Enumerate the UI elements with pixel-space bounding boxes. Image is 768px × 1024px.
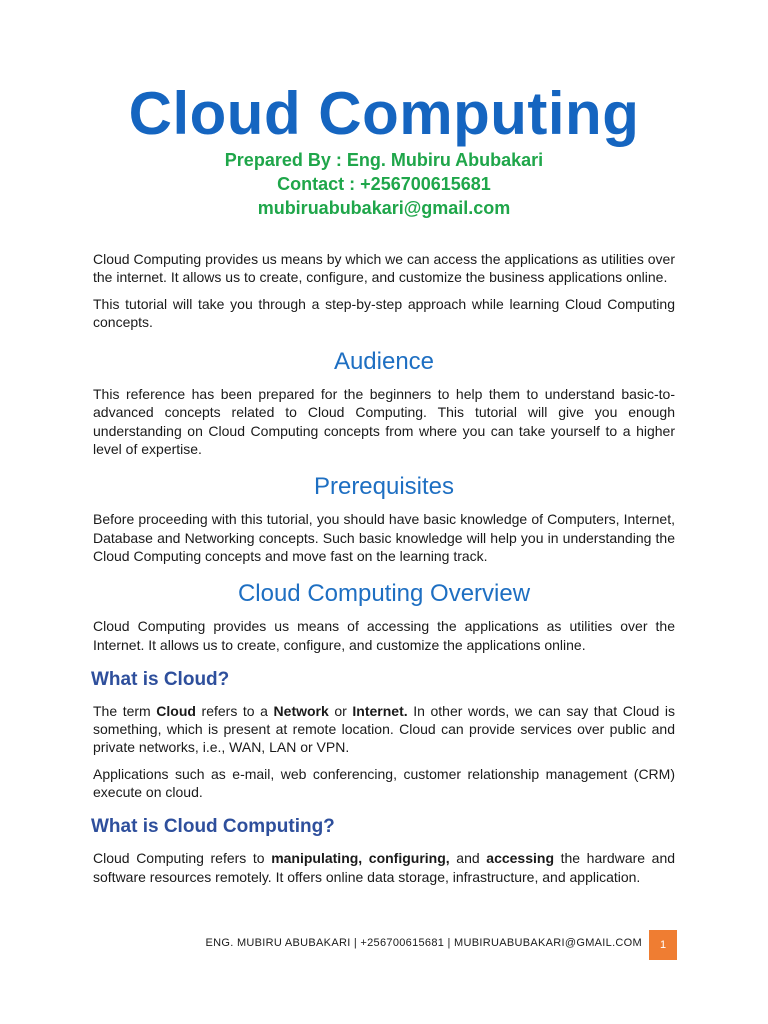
intro-paragraph-2: This tutorial will take you through a step-by-step approach while learning Cloud Computing concepts. xyxy=(93,295,675,330)
overview-heading: Cloud Computing Overview xyxy=(237,580,531,608)
page-number-badge: 1 xyxy=(649,930,677,960)
document-body xyxy=(93,250,675,886)
page-footer xyxy=(0,930,768,960)
audience-heading: Audience xyxy=(333,348,435,376)
what-is-cloud-paragraph-2: Applications such as e-mail, web conferencing, customer relationship management (CRM) execute on cloud. xyxy=(93,765,675,801)
what-is-cloud-heading: What is Cloud? xyxy=(91,668,230,690)
prerequisites-paragraph: Before proceeding with this tutorial, you should have basic knowledge of Computers, Internet, Database and Networking concepts. Such basic knowledge will help you in understanding the Cloud Computing concepts and move fast on the learning track. xyxy=(93,511,675,564)
contact-line: Contact : +256700615681 xyxy=(277,174,491,194)
what-is-cloud-computing-heading: What is Cloud Computing? xyxy=(91,816,335,838)
email-line: mubiruabubakari@gmail.com xyxy=(257,198,511,218)
footer-text: ENG. MUBIRU ABUBAKARI | +256700615681 | MUBIRUABUBAKARI@GMAIL.COM xyxy=(205,937,642,949)
what-is-cloud-paragraph-1: The term Cloud refers to a Network or Internet. In other words, we can say that Cloud is something, which is present at remote location. Cloud can provide services over public and private networks, i.e., WAN, LAN or VPN. xyxy=(93,702,676,756)
document-title: Cloud Computing xyxy=(128,80,640,147)
overview-paragraph: Cloud Computing provides us means of accessing the applications as utilities over the Internet. It allows us to create, configure, and customize the applications online. xyxy=(93,618,675,653)
audience-paragraph: This reference has been prepared for the beginners to help them to understand basic-to-advanced concepts related to Cloud Computing. This tutorial will give you enough understanding on Cloud Computing concepts from where you can take yourself to a higher level of expertise. xyxy=(93,386,675,458)
prepared-by: Prepared By : Eng. Mubiru Abubakari xyxy=(224,150,544,170)
intro-paragraph-1: Cloud Computing provides us means by which we can access the applications as utilities over the internet. It allows us to create, configure, and customize the business applications online. xyxy=(93,251,675,286)
prerequisites-heading: Prerequisites xyxy=(313,473,455,501)
what-is-cloud-computing-paragraph: Cloud Computing refers to manipulating, configuring, and accessing the hardware and software resources remotely. It offers online data storage, infrastructure, and application. xyxy=(93,850,676,885)
